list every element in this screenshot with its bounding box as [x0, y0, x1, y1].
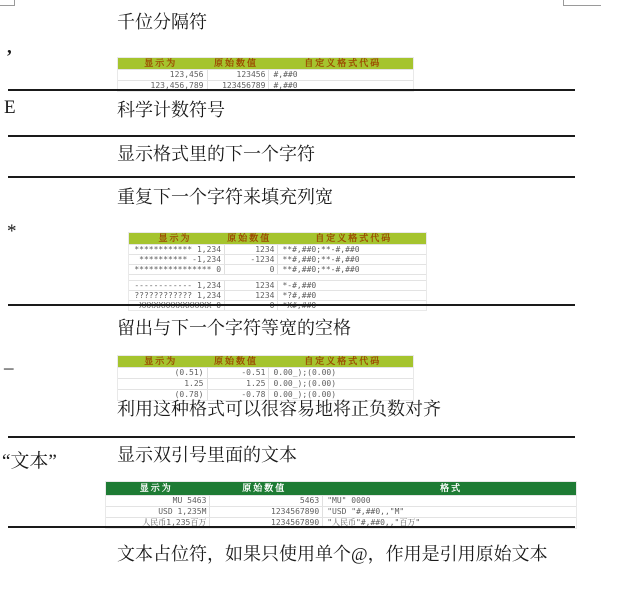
- cell-format-code: #,##0: [268, 81, 413, 91]
- cell-original-value: -0.51: [207, 368, 269, 378]
- cell-original-value: 123456: [207, 70, 269, 80]
- section-divider: [8, 176, 575, 178]
- cell-format: "USD "#,##0,,"M": [322, 507, 576, 517]
- column-header-format-code: 自定义格式代码: [315, 233, 393, 243]
- symbol-quoted-text: “文本”: [2, 451, 57, 472]
- cell-format-code: 0.00_);(0.00): [268, 390, 413, 400]
- cell-display-as: 1.25: [184, 379, 204, 388]
- cell-original-value: 5463: [209, 496, 322, 506]
- section-title-thousands-separator: 千位分隔符: [117, 12, 207, 32]
- cell-original-value: -0.78: [207, 390, 269, 400]
- symbol-underscore: _: [4, 351, 14, 372]
- cell-display-as: XXXXXXXXXXXXXXX 0: [139, 301, 222, 310]
- table-header-row: [118, 58, 413, 69]
- cell-original-value: 1234: [224, 245, 277, 254]
- cell-original-value: 1234: [224, 281, 277, 290]
- column-header-display-as: 显示为: [144, 356, 178, 366]
- column-header-original-value: 原始数值: [227, 233, 272, 243]
- cell-format-code: *-#,##0: [277, 281, 426, 290]
- cell-display-as: 123,456,789: [150, 81, 204, 90]
- cell-display-as: ???????????? 1,234: [134, 291, 222, 300]
- symbol-comma: ,: [7, 37, 12, 58]
- table-row: [129, 264, 426, 274]
- cell-format-code: 0.00_);(0.00): [268, 379, 413, 389]
- cell-format-code: **#,##0;**-#,##0: [277, 255, 426, 264]
- cell-format-code: **#,##0;**-#,##0: [277, 245, 426, 254]
- table-header-row: [129, 233, 426, 244]
- table-row: [118, 69, 413, 80]
- cell-format-code: **#,##0;**-#,##0: [277, 265, 426, 274]
- cell-display-as: (0.51): [174, 368, 204, 377]
- quoted-text-example-table: [105, 481, 577, 529]
- cell-display-as: ************ 1,234: [134, 245, 222, 254]
- table-header-row: [106, 482, 576, 495]
- cell-original-value: 1234: [224, 291, 277, 300]
- cell-display-as: ********** -1,234: [139, 255, 222, 264]
- section-title-text-placeholder: 文本占位符，如果只使用单个@，作用是引用原始文本: [117, 544, 548, 564]
- table-row: [118, 378, 413, 389]
- section-title-repeat-fill: 重复下一个字符来填充列宽: [117, 187, 333, 207]
- table-row: [129, 254, 426, 264]
- column-header-original-value: 原始数值: [242, 483, 287, 493]
- cell-format-code: #,##0: [268, 70, 413, 80]
- table-row: [118, 367, 413, 378]
- cell-format: "MU" 0000: [322, 496, 576, 506]
- cell-display-as: (0.78): [174, 390, 204, 399]
- cell-display-as: ------------ 1,234: [134, 281, 222, 290]
- text-boundary-mark-right: [563, 0, 601, 6]
- symbol-E: E: [4, 97, 16, 118]
- cell-original-value: -1234: [224, 255, 277, 264]
- column-header-original-value: 原始数值: [213, 356, 258, 366]
- section-title-scientific-notation: 科学计数符号: [117, 100, 225, 120]
- table-row: [106, 506, 576, 517]
- cell-format-code: 0.00_);(0.00): [268, 368, 413, 378]
- table-header-row: [118, 356, 413, 367]
- symbol-asterisk: *: [7, 221, 17, 242]
- cell-original-value: 1.25: [207, 379, 269, 389]
- column-header-format: 格式: [440, 483, 463, 493]
- section-title-quoted-text: 显示双引号里面的文本: [117, 445, 297, 465]
- section-title-underscore-space: 留出与下一个字符等宽的空格: [117, 318, 351, 338]
- cell-format-code: *?#,##0: [277, 291, 426, 300]
- cell-original-value: 123456789: [207, 81, 269, 91]
- cell-display-as: 123,456: [169, 70, 204, 79]
- underscore-space-example-table: [117, 355, 414, 401]
- cell-display-as: 人民币1,235百万: [142, 518, 207, 527]
- asterisk-fill-example-table: [128, 232, 427, 311]
- cell-display-as: MU 5463: [172, 496, 207, 505]
- text-boundary-mark-left: [0, 0, 15, 6]
- cell-display-as: **************** 0: [134, 265, 222, 274]
- section-note-align-positive-negative: 利用这种格式可以很容易地将正负数对齐: [117, 399, 441, 419]
- cell-format: "人民币"#,##0,,"百万": [322, 518, 576, 528]
- column-header-display-as: 显示为: [139, 483, 173, 493]
- column-header-format-code: 自定义格式代码: [304, 58, 382, 68]
- section-divider: [8, 135, 575, 137]
- cell-display-as: USD 1,235M: [158, 507, 207, 516]
- thousands-separator-example-table: [117, 57, 414, 92]
- table-row: [129, 244, 426, 254]
- section-title-next-character: 显示格式里的下一个字符: [117, 144, 315, 164]
- cell-original-value: 0: [224, 265, 277, 274]
- column-header-display-as: 显示为: [144, 58, 178, 68]
- section-divider: [8, 89, 575, 91]
- column-header-original-value: 原始数值: [213, 58, 258, 68]
- section-divider: [8, 304, 575, 306]
- cell-original-value: 1234567890: [209, 518, 322, 528]
- table-row: [129, 290, 426, 300]
- section-divider: [8, 526, 575, 528]
- cell-original-value: 0: [224, 301, 277, 310]
- column-header-format-code: 自定义格式代码: [304, 356, 382, 366]
- section-divider: [8, 436, 575, 438]
- cell-original-value: 1234567890: [209, 507, 322, 517]
- table-row: [129, 280, 426, 290]
- cell-format-code: *X#,##0: [277, 301, 426, 310]
- column-header-display-as: 显示为: [158, 233, 192, 243]
- table-row: [106, 495, 576, 506]
